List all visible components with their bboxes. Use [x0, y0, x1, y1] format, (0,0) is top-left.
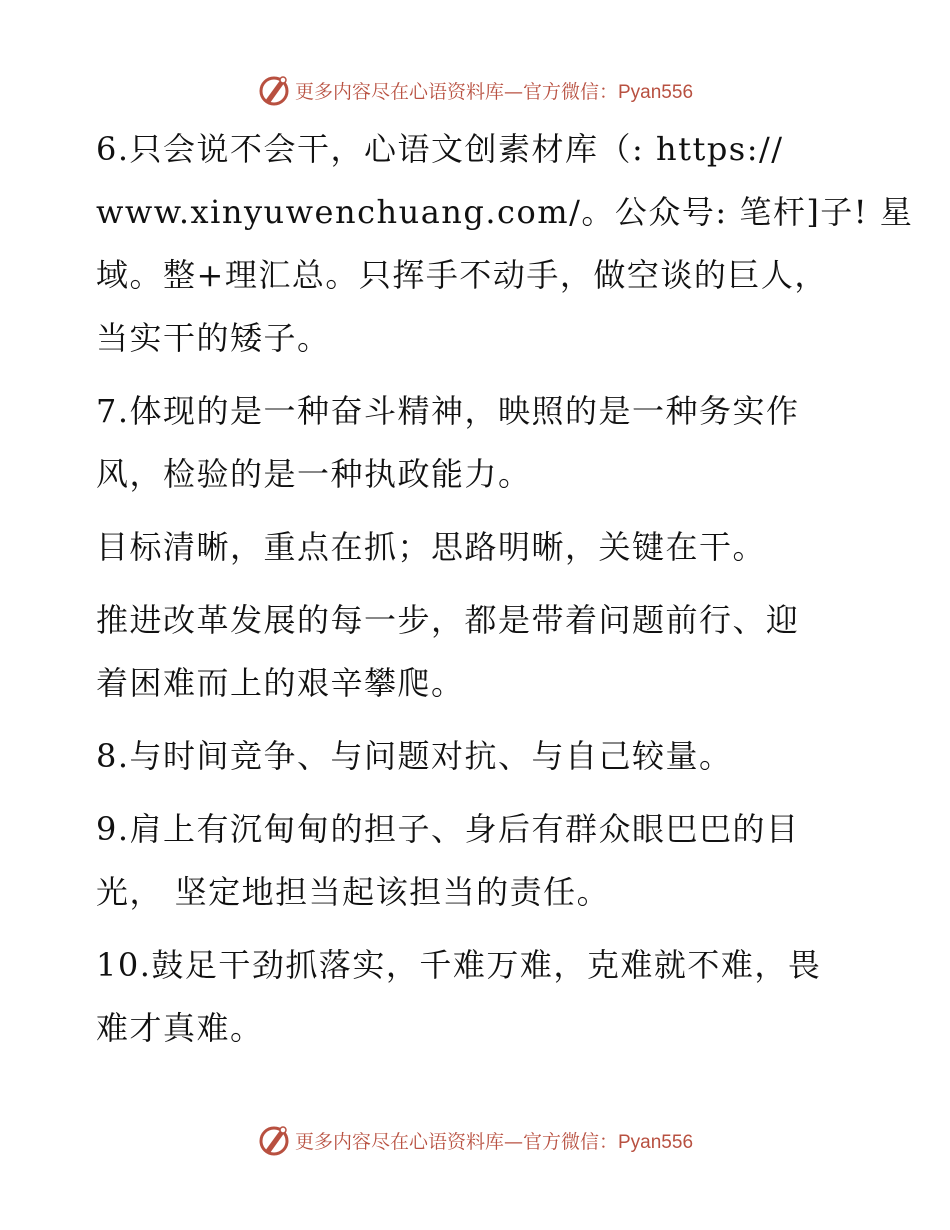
paragraph-10: 10.鼓足干劲抓落实，千难万难，克难就不难，畏 难才真难。 [96, 946, 822, 1047]
paragraph-reform: 推进改革发展的每一步，都是带着问题前行、迎 着困难而上的艰辛攀爬。 [96, 601, 800, 702]
paragraph-8: 8.与时间竞争、与问题对抗、与自己较量。 [96, 737, 733, 775]
paragraph-9: 9.肩上有沉甸甸的担子、身后有群众眼巴巴的目 光， 坚定地担当起该担当的责任。 [96, 810, 800, 911]
paragraph-6: 6.只会说不会干，心语文创素材库（: https:// www.xinyuwenchuang.com/。公众号: 笔杆]子! 星 域。整+理汇总。只挥手不动手，做空谈的巨人， 当实干的矮子。 [96, 130, 914, 357]
header-banner-text: 更多内容尽在心语资料库—官方微信：Pyan556 [294, 80, 694, 103]
document-body [96, 118, 914, 1070]
footer-wechat-id: Pyan556 [618, 1131, 694, 1153]
header-wechat-id: Pyan556 [618, 81, 694, 103]
paragraph-7: 7.体现的是一种奋斗精神，映照的是一种务实作 风，检验的是一种执政能力。 [96, 392, 800, 493]
footer-banner-text: 更多内容尽在心语资料库—官方微信：Pyan556 [294, 1130, 694, 1153]
header-banner [0, 70, 950, 110]
paragraph-goal: 目标清晰，重点在抓；思路明晰，关键在干。 [96, 528, 767, 566]
pen-logo-icon [257, 1123, 291, 1157]
footer-banner [0, 1120, 950, 1160]
pen-logo-icon [257, 73, 291, 107]
